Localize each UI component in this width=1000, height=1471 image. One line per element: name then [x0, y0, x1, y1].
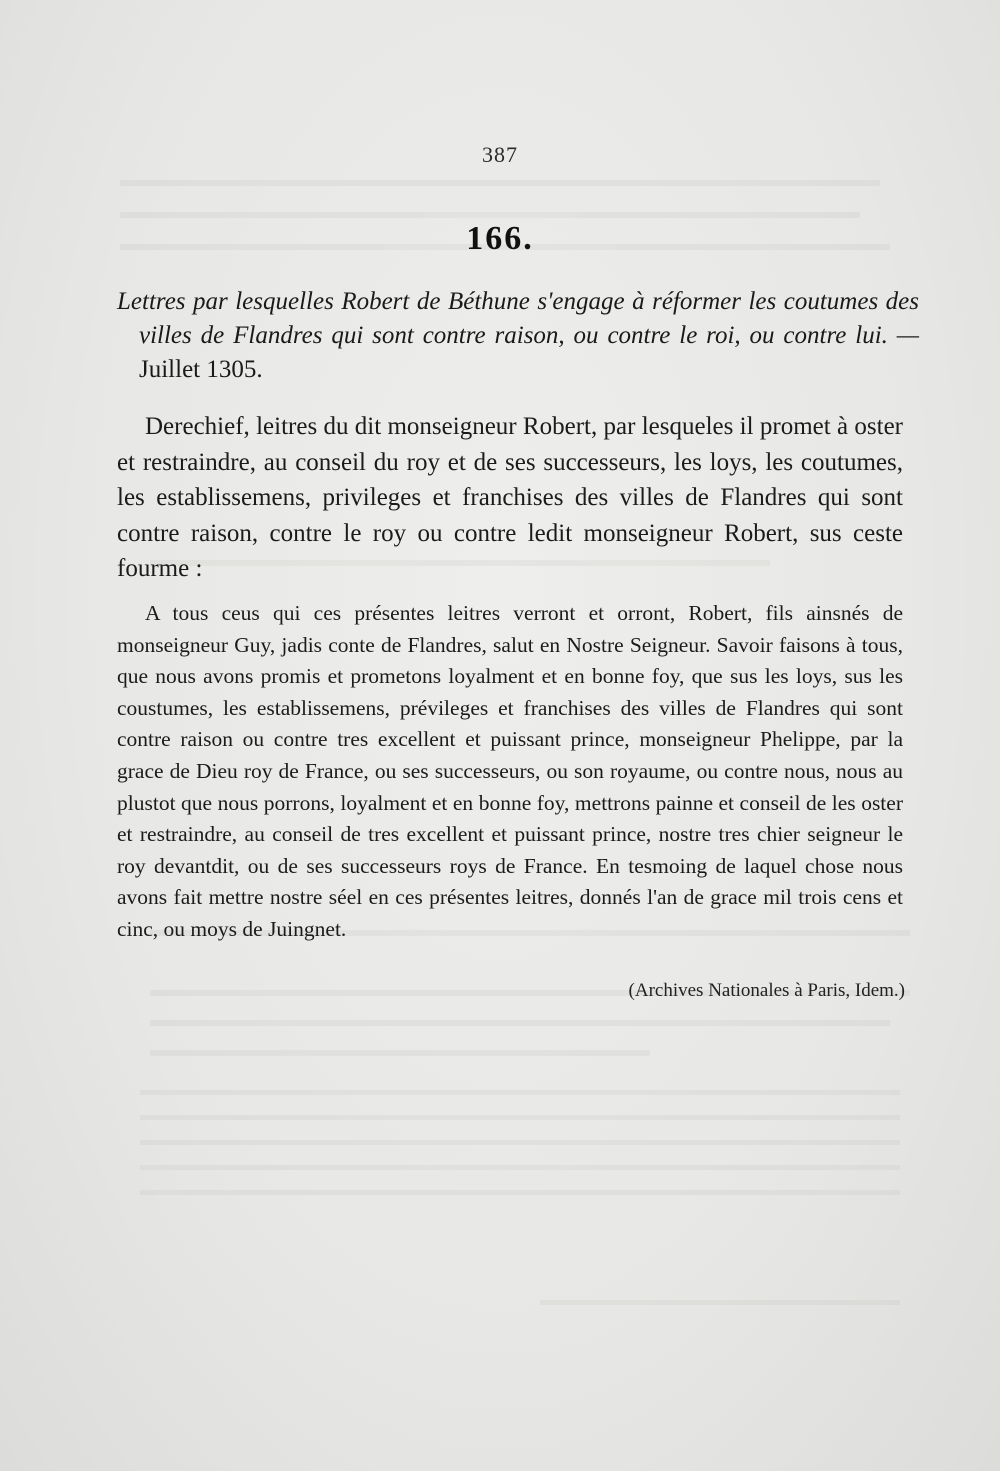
intro-paragraph: Derechief, leitres du dit monseigneur Robert, par lesqueles il promet à oster et restraindre, au conseil du roy et de ses successeurs, les loys, les coutumes, les establissemens, privileges et franchises des villes de Flandres qui sont contre raison, contre le roy ou contre ledit monseigneur Robert, sus ceste fourme :: [117, 413, 903, 582]
document-summary: [117, 285, 919, 387]
summary-text: Lettres par lesquelles Robert de Béthune s'engage à réformer les coutumes des villes de Flandres qui sont contre raison, ou contre le roi, ou contre lui. —: [117, 288, 919, 349]
summary-date: Juillet 1305.: [139, 356, 263, 383]
charter-paragraph: A tous ceus qui ces présentes leitres verront et orront, Robert, fils ainsnés de monseigneur Guy, jadis conte de Flandres, salut en Nostre Seigneur. Savoir faisons à tous, que nous avons promis et prometons loyalment et en bonne foy, que sus les loys, sus les coustumes, les establissemens, prévileges et franchises des villes de Flandres qui sont contre raison ou contre tres excellent et puissant prince, monseigneur Phelippe, par la grace de Dieu roy de France, ou ses successeurs, ou son royaume, ou contre nous, nous au plustot que nous porrons, loyalment et en bonne foy, mettrons painne et conseil de les oster et restraindre, au conseil de tres excellent et puissant prince, nostre tres chier seigneur le roy devantdit, ou de ses successeurs roys de France. En tesmoing de laquel chose nous avons fait mettre nostre séel en ces présentes leitres, donnés l'an de grace mil trois cens et cinc, ou moys de Juingnet.: [117, 601, 903, 941]
page-number: 387: [482, 142, 518, 167]
source-note: (Archives Nationales à Paris, Idem.): [628, 980, 905, 1001]
document-number: 166.: [466, 220, 534, 257]
